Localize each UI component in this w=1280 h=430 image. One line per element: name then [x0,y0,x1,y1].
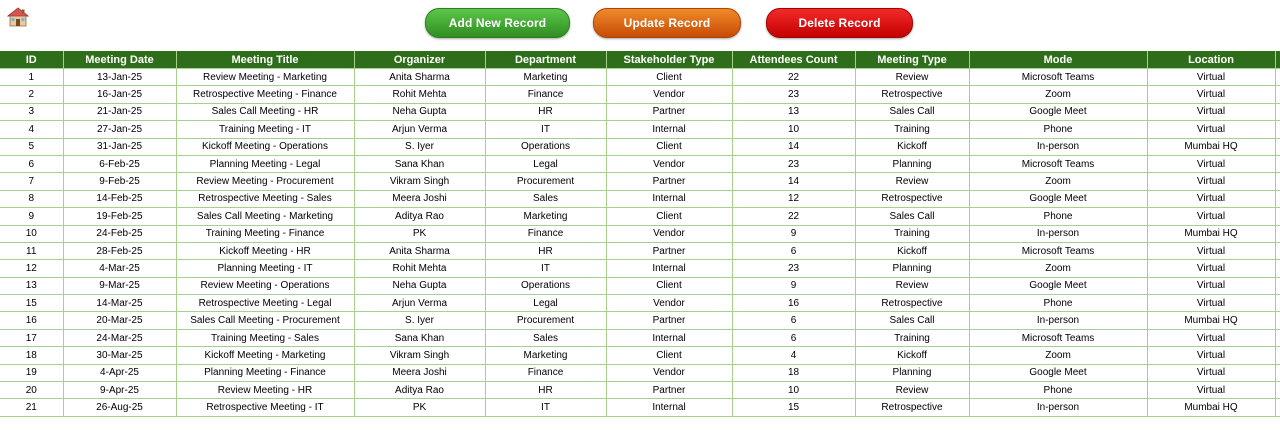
cell-meeting-date[interactable]: 14-Mar-25 [63,295,176,312]
cell-meeting-type[interactable]: Planning [855,260,969,277]
cell-location[interactable]: Virtual [1147,242,1275,259]
cell-department[interactable]: HR [485,103,606,120]
spare-cell [1275,208,1280,225]
cell-meeting-title[interactable]: Training Meeting - Sales [176,329,354,346]
cell-id[interactable]: 19 [0,364,63,381]
cell-department[interactable]: Marketing [485,69,606,86]
cell-id[interactable]: 1 [0,69,63,86]
table-body [0,69,1280,417]
table-row[interactable] [0,155,1280,172]
cell-meeting-type[interactable]: Retrospective [855,399,969,416]
cell-attendees-count[interactable]: 14 [732,173,855,190]
cell-meeting-title[interactable]: Kickoff Meeting - Operations [176,138,354,155]
table-row[interactable] [0,295,1280,312]
cell-mode[interactable]: Zoom [969,173,1147,190]
cell-department[interactable]: Legal [485,155,606,172]
cell-mode[interactable]: Microsoft Teams [969,242,1147,259]
cell-meeting-type[interactable]: Review [855,277,969,294]
cell-department[interactable]: Operations [485,277,606,294]
table-row[interactable] [0,86,1280,103]
cell-attendees-count[interactable]: 14 [732,138,855,155]
cell-mode[interactable]: Google Meet [969,277,1147,294]
table-row[interactable] [0,121,1280,138]
cell-organizer[interactable]: Meera Joshi [354,190,485,207]
cell-location[interactable]: Virtual [1147,69,1275,86]
cell-stakeholder-type[interactable]: Internal [606,399,732,416]
cell-attendees-count[interactable]: 23 [732,260,855,277]
cell-meeting-date[interactable]: 16-Jan-25 [63,86,176,103]
cell-organizer[interactable]: PK [354,225,485,242]
cell-organizer[interactable]: Aditya Rao [354,382,485,399]
cell-stakeholder-type[interactable]: Internal [606,121,732,138]
cell-meeting-date[interactable]: 24-Feb-25 [63,225,176,242]
records-grid [0,51,1280,417]
cell-id[interactable]: 13 [0,277,63,294]
cell-department[interactable]: IT [485,399,606,416]
spare-cell [1275,347,1280,364]
cell-meeting-date[interactable]: 9-Feb-25 [63,173,176,190]
delete-record-button[interactable]: Delete Record [766,8,913,38]
cell-meeting-title[interactable]: Review Meeting - Operations [176,277,354,294]
cell-attendees-count[interactable]: 16 [732,295,855,312]
cell-department[interactable]: IT [485,260,606,277]
cell-meeting-date[interactable]: 9-Apr-25 [63,382,176,399]
table-row[interactable] [0,190,1280,207]
cell-attendees-count[interactable]: 10 [732,121,855,138]
cell-location[interactable]: Virtual [1147,208,1275,225]
cell-mode[interactable]: Zoom [969,347,1147,364]
cell-stakeholder-type[interactable]: Client [606,69,732,86]
cell-location[interactable]: Virtual [1147,190,1275,207]
spare-cell [1275,382,1280,399]
cell-department[interactable]: Sales [485,190,606,207]
cell-id[interactable]: 7 [0,173,63,190]
cell-stakeholder-type[interactable]: Vendor [606,86,732,103]
table-row[interactable] [0,138,1280,155]
cell-meeting-date[interactable]: 13-Jan-25 [63,69,176,86]
cell-department[interactable]: HR [485,242,606,259]
cell-location[interactable]: Virtual [1147,86,1275,103]
cell-attendees-count[interactable]: 18 [732,364,855,381]
cell-id[interactable]: 3 [0,103,63,120]
table-row[interactable] [0,103,1280,120]
cell-meeting-title[interactable]: Review Meeting - Procurement [176,173,354,190]
cell-stakeholder-type[interactable]: Client [606,138,732,155]
cell-meeting-date[interactable]: 31-Jan-25 [63,138,176,155]
table-row[interactable] [0,399,1280,416]
spare-cell [1275,190,1280,207]
cell-id[interactable]: 10 [0,225,63,242]
cell-stakeholder-type[interactable]: Partner [606,382,732,399]
cell-location[interactable]: Virtual [1147,121,1275,138]
cell-location[interactable]: Mumbai HQ [1147,138,1275,155]
cell-mode[interactable]: Microsoft Teams [969,69,1147,86]
cell-stakeholder-type[interactable]: Client [606,277,732,294]
cell-department[interactable]: Finance [485,364,606,381]
column-header-attendees-count[interactable]: Attendees Count [732,51,855,69]
cell-location[interactable]: Virtual [1147,295,1275,312]
cell-location[interactable]: Virtual [1147,155,1275,172]
cell-meeting-title[interactable]: Review Meeting - HR [176,382,354,399]
table-row[interactable] [0,225,1280,242]
cell-meeting-title[interactable]: Sales Call Meeting - Procurement [176,312,354,329]
table-row[interactable] [0,347,1280,364]
cell-meeting-title[interactable]: Planning Meeting - Finance [176,364,354,381]
cell-organizer[interactable]: Meera Joshi [354,364,485,381]
cell-stakeholder-type[interactable]: Vendor [606,295,732,312]
cell-meeting-type[interactable]: Review [855,382,969,399]
spare-cell [1275,121,1280,138]
cell-meeting-date[interactable]: 19-Feb-25 [63,208,176,225]
cell-mode[interactable]: Phone [969,121,1147,138]
cell-mode[interactable]: In-person [969,399,1147,416]
cell-meeting-date[interactable]: 24-Mar-25 [63,329,176,346]
cell-meeting-title[interactable]: Retrospective Meeting - Legal [176,295,354,312]
cell-id[interactable]: 12 [0,260,63,277]
spare-cell [1275,103,1280,120]
cell-organizer[interactable]: S. Iyer [354,138,485,155]
cell-meeting-date[interactable]: 14-Feb-25 [63,190,176,207]
cell-meeting-title[interactable]: Retrospective Meeting - Sales [176,190,354,207]
cell-stakeholder-type[interactable]: Partner [606,312,732,329]
spare-cell [1275,329,1280,346]
cell-stakeholder-type[interactable]: Internal [606,260,732,277]
table-row[interactable] [0,208,1280,225]
cell-attendees-count[interactable]: 23 [732,155,855,172]
cell-stakeholder-type[interactable]: Client [606,208,732,225]
column-header-location[interactable]: Location [1147,51,1275,69]
table-row[interactable] [0,260,1280,277]
table-row[interactable] [0,277,1280,294]
spare-cell [1275,86,1280,103]
cell-organizer[interactable]: Neha Gupta [354,277,485,294]
records-table [0,51,1280,417]
spare-cell [1275,399,1280,416]
cell-attendees-count[interactable]: 12 [732,190,855,207]
cell-meeting-date[interactable]: 27-Jan-25 [63,121,176,138]
cell-stakeholder-type[interactable]: Vendor [606,225,732,242]
spare-cell [1275,277,1280,294]
cell-location[interactable]: Virtual [1147,277,1275,294]
cell-meeting-title[interactable]: Planning Meeting - Legal [176,155,354,172]
cell-organizer[interactable]: Neha Gupta [354,103,485,120]
cell-organizer[interactable]: Rohit Mehta [354,86,485,103]
cell-department[interactable]: Operations [485,138,606,155]
cell-mode[interactable]: Google Meet [969,103,1147,120]
cell-stakeholder-type[interactable]: Internal [606,190,732,207]
cell-mode[interactable]: Phone [969,295,1147,312]
cell-department[interactable]: HR [485,382,606,399]
cell-meeting-date[interactable]: 4-Mar-25 [63,260,176,277]
cell-location[interactable]: Virtual [1147,260,1275,277]
cell-meeting-date[interactable]: 20-Mar-25 [63,312,176,329]
cell-meeting-title[interactable]: Sales Call Meeting - Marketing [176,208,354,225]
cell-department[interactable]: Finance [485,225,606,242]
column-header-meeting-type[interactable]: Meeting Type [855,51,969,69]
cell-stakeholder-type[interactable]: Internal [606,329,732,346]
cell-attendees-count[interactable]: 4 [732,347,855,364]
cell-meeting-title[interactable]: Kickoff Meeting - HR [176,242,354,259]
cell-meeting-type[interactable]: Kickoff [855,347,969,364]
spare-cell [1275,155,1280,172]
cell-meeting-title[interactable]: Training Meeting - Finance [176,225,354,242]
cell-id[interactable]: 11 [0,242,63,259]
header-row [0,51,1280,69]
cell-stakeholder-type[interactable]: Partner [606,173,732,190]
cell-meeting-title[interactable]: Sales Call Meeting - HR [176,103,354,120]
column-header-meeting-date[interactable]: Meeting Date [63,51,176,69]
cell-meeting-type[interactable]: Review [855,173,969,190]
cell-id[interactable]: 6 [0,155,63,172]
cell-meeting-type[interactable]: Review [855,69,969,86]
cell-department[interactable]: Sales [485,329,606,346]
cell-meeting-type[interactable]: Kickoff [855,138,969,155]
cell-attendees-count[interactable]: 23 [732,86,855,103]
cell-id[interactable]: 16 [0,312,63,329]
cell-mode[interactable]: Zoom [969,260,1147,277]
spare-cell [1275,225,1280,242]
cell-attendees-count[interactable]: 6 [732,312,855,329]
cell-attendees-count[interactable]: 15 [732,399,855,416]
cell-attendees-count[interactable]: 9 [732,277,855,294]
cell-stakeholder-type[interactable]: Vendor [606,364,732,381]
cell-attendees-count[interactable]: 9 [732,225,855,242]
spare-cell [1275,260,1280,277]
cell-location[interactable]: Mumbai HQ [1147,312,1275,329]
cell-id[interactable]: 4 [0,121,63,138]
cell-meeting-type[interactable]: Retrospective [855,295,969,312]
cell-meeting-title[interactable]: Review Meeting - Marketing [176,69,354,86]
column-header-stakeholder-type[interactable]: Stakeholder Type [606,51,732,69]
cell-attendees-count[interactable]: 6 [732,242,855,259]
cell-location[interactable]: Virtual [1147,382,1275,399]
spare-cell [1275,69,1280,86]
cell-meeting-type[interactable]: Kickoff [855,242,969,259]
cell-mode[interactable]: Microsoft Teams [969,329,1147,346]
table-row[interactable] [0,364,1280,381]
cell-meeting-type[interactable]: Sales Call [855,103,969,120]
cell-attendees-count[interactable]: 22 [732,208,855,225]
cell-mode[interactable]: In-person [969,138,1147,155]
table-row[interactable] [0,382,1280,399]
cell-meeting-title[interactable]: Retrospective Meeting - Finance [176,86,354,103]
spare-column-header [1275,51,1280,69]
cell-meeting-type[interactable]: Planning [855,155,969,172]
cell-mode[interactable]: In-person [969,225,1147,242]
table-row[interactable] [0,173,1280,190]
cell-location[interactable]: Mumbai HQ [1147,399,1275,416]
cell-location[interactable]: Virtual [1147,347,1275,364]
cell-organizer[interactable]: Sana Khan [354,329,485,346]
cell-department[interactable]: Procurement [485,312,606,329]
table-row[interactable] [0,242,1280,259]
cell-organizer[interactable]: Vikram Singh [354,173,485,190]
cell-attendees-count[interactable]: 10 [732,382,855,399]
cell-department[interactable]: Marketing [485,347,606,364]
cell-meeting-type[interactable]: Retrospective [855,190,969,207]
add-new-record-button[interactable]: Add New Record [425,8,570,38]
cell-meeting-date[interactable]: 30-Mar-25 [63,347,176,364]
column-header-mode[interactable]: Mode [969,51,1147,69]
cell-meeting-type[interactable]: Training [855,121,969,138]
cell-meeting-title[interactable]: Training Meeting - IT [176,121,354,138]
cell-id[interactable]: 17 [0,329,63,346]
cell-department[interactable]: Procurement [485,173,606,190]
cell-attendees-count[interactable]: 6 [732,329,855,346]
cell-meeting-title[interactable]: Planning Meeting - IT [176,260,354,277]
cell-organizer[interactable]: Vikram Singh [354,347,485,364]
cell-stakeholder-type[interactable]: Vendor [606,155,732,172]
cell-id[interactable]: 18 [0,347,63,364]
cell-meeting-date[interactable]: 21-Jan-25 [63,103,176,120]
cell-organizer[interactable]: S. Iyer [354,312,485,329]
cell-stakeholder-type[interactable]: Client [606,347,732,364]
cell-meeting-date[interactable]: 28-Feb-25 [63,242,176,259]
cell-mode[interactable]: Google Meet [969,190,1147,207]
cell-id[interactable]: 9 [0,208,63,225]
column-header-id[interactable]: ID [0,51,63,69]
cell-meeting-title[interactable]: Kickoff Meeting - Marketing [176,347,354,364]
column-header-meeting-title[interactable]: Meeting Title [176,51,354,69]
cell-organizer[interactable]: Arjun Verma [354,295,485,312]
cell-mode[interactable]: Phone [969,382,1147,399]
table-row[interactable] [0,312,1280,329]
cell-mode[interactable]: Microsoft Teams [969,155,1147,172]
cell-stakeholder-type[interactable]: Partner [606,242,732,259]
column-header-organizer[interactable]: Organizer [354,51,485,69]
cell-attendees-count[interactable]: 22 [732,69,855,86]
cell-meeting-date[interactable]: 4-Apr-25 [63,364,176,381]
cell-location[interactable]: Mumbai HQ [1147,225,1275,242]
cell-organizer[interactable]: Sana Khan [354,155,485,172]
cell-organizer[interactable]: Anita Sharma [354,69,485,86]
cell-meeting-date[interactable]: 6-Feb-25 [63,155,176,172]
table-row[interactable] [0,69,1280,86]
cell-location[interactable]: Virtual [1147,364,1275,381]
cell-mode[interactable]: In-person [969,312,1147,329]
cell-id[interactable]: 2 [0,86,63,103]
cell-meeting-type[interactable]: Retrospective [855,86,969,103]
spare-cell [1275,312,1280,329]
cell-id[interactable]: 5 [0,138,63,155]
cell-organizer[interactable]: Arjun Verma [354,121,485,138]
cell-location[interactable]: Virtual [1147,103,1275,120]
cell-attendees-count[interactable]: 13 [732,103,855,120]
spare-cell [1275,138,1280,155]
cell-id[interactable]: 15 [0,295,63,312]
spare-cell [1275,242,1280,259]
cell-department[interactable]: Finance [485,86,606,103]
cell-meeting-type[interactable]: Sales Call [855,312,969,329]
cell-organizer[interactable]: PK [354,399,485,416]
cell-department[interactable]: IT [485,121,606,138]
cell-meeting-date[interactable]: 26-Aug-25 [63,399,176,416]
column-header-department[interactable]: Department [485,51,606,69]
table-row[interactable] [0,329,1280,346]
cell-organizer[interactable]: Aditya Rao [354,208,485,225]
cell-department[interactable]: Legal [485,295,606,312]
cell-meeting-type[interactable]: Sales Call [855,208,969,225]
cell-stakeholder-type[interactable]: Partner [606,103,732,120]
toolbar [0,8,1280,38]
cell-organizer[interactable]: Anita Sharma [354,242,485,259]
cell-mode[interactable]: Google Meet [969,364,1147,381]
cell-meeting-title[interactable]: Retrospective Meeting - IT [176,399,354,416]
cell-department[interactable]: Marketing [485,208,606,225]
cell-location[interactable]: Virtual [1147,329,1275,346]
cell-location[interactable]: Virtual [1147,173,1275,190]
cell-meeting-type[interactable]: Training [855,225,969,242]
cell-id[interactable]: 8 [0,190,63,207]
update-record-button[interactable]: Update Record [593,8,741,38]
cell-organizer[interactable]: Rohit Mehta [354,260,485,277]
cell-mode[interactable]: Phone [969,208,1147,225]
cell-id[interactable]: 21 [0,399,63,416]
cell-meeting-type[interactable]: Training [855,329,969,346]
spare-cell [1275,364,1280,381]
spare-cell [1275,173,1280,190]
spare-cell [1275,295,1280,312]
cell-id[interactable]: 20 [0,382,63,399]
cell-meeting-type[interactable]: Planning [855,364,969,381]
cell-meeting-date[interactable]: 9-Mar-25 [63,277,176,294]
cell-mode[interactable]: Zoom [969,86,1147,103]
